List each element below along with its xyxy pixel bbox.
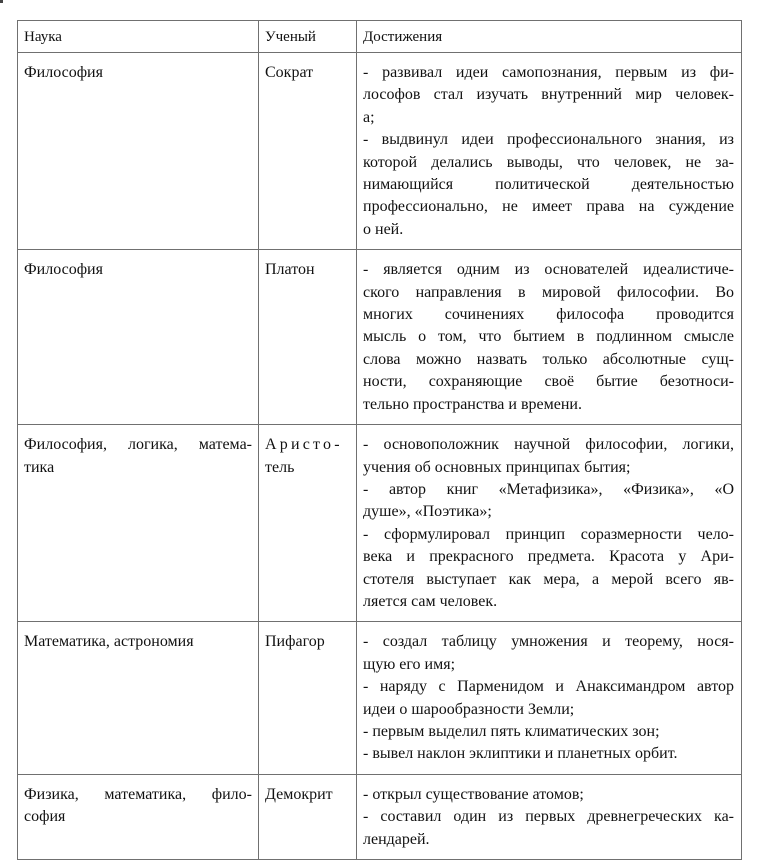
cell-line: тель (265, 458, 295, 476)
table-row (18, 425, 742, 622)
cell-science (18, 425, 259, 622)
cell-line: - автор книг «Метафизика», «Физика», «О (363, 480, 734, 498)
cell-line: многих сочинениях философа проводится (363, 306, 734, 324)
cell-science (18, 53, 259, 250)
cell-line: которой делались выводы, что человек, не за- (363, 153, 734, 171)
cell-line: тельно пространства и времени. (363, 395, 582, 413)
cell-line: душе», «Поэтика»; (363, 503, 492, 521)
cell-line: Философия (24, 261, 103, 279)
cell-science (18, 622, 259, 774)
cell-line: Аристо- (265, 436, 343, 454)
cell-line: лософов стал изучать внутренний мир человек- (363, 86, 734, 104)
header-scientist: Ученый (259, 21, 357, 53)
cell-line: века и прекрасного предмета. Красота у Ари- (363, 548, 734, 566)
cell-line: - открыл существование атомов; (363, 785, 584, 803)
cell-line: - является одним из основателей идеалистиче- (363, 261, 734, 279)
cell-achievements (357, 425, 742, 622)
cell-scientist (259, 622, 357, 774)
cell-scientist (259, 53, 357, 250)
table-header-row (18, 21, 742, 53)
cell-achievements (357, 250, 742, 425)
header-science: Наука (18, 21, 259, 53)
cell-line: - сформулировал принцип соразмерности чело- (363, 525, 734, 543)
table-row (18, 774, 742, 859)
cell-line: Пифагор (265, 633, 325, 651)
table-row (18, 250, 742, 425)
cell-line: Платон (265, 261, 315, 279)
cell-line: слова можно назвать только абсолютные сущ- (363, 350, 734, 368)
cell-line: Философия, логика, матема- (24, 436, 252, 454)
cell-science (18, 774, 259, 859)
cell-line: ности, сохраняющие своё бытие безотноси- (363, 373, 734, 391)
cell-line: Математика, астрономия (24, 633, 194, 651)
cell-line: тика (24, 458, 55, 476)
cell-line: стотеля выступает как мера, а мерой всего яв- (363, 570, 734, 588)
table-row (18, 622, 742, 774)
cell-line: щую его имя; (363, 655, 456, 673)
cell-line: Философия (24, 64, 103, 81)
cell-line: лендарей. (363, 830, 430, 848)
cell-line: нимающийся политической деятельностью (363, 176, 734, 194)
cell-line: - вывел наклон эклиптики и планетных орбит. (363, 745, 678, 763)
cell-line: софия (24, 808, 66, 826)
cell-line: о ней. (363, 220, 404, 238)
cell-line: мысль о том, что бытием в подлинном смысле (363, 328, 734, 346)
cell-line: - первым выделил пять климатических зон; (363, 722, 660, 740)
table-row (18, 53, 742, 250)
cell-achievements (357, 53, 742, 250)
cell-line: - составил один из первых древнегреческих ка- (363, 808, 734, 826)
cell-line: - основоположник научной философии, логики, (363, 436, 734, 454)
cell-achievements (357, 774, 742, 859)
page-corner-mark (0, 0, 3, 3)
cell-line: учения об основных принципах бытия; (363, 458, 631, 476)
cell-science (18, 250, 259, 425)
cell-scientist (259, 774, 357, 859)
cell-line: ского направления в мировой философии. Во (363, 283, 734, 301)
cell-line: идеи о шарообразности Земли; (363, 700, 575, 718)
cell-line: Физика, математика, фило- (24, 785, 252, 803)
header-achievements: Достижения (357, 21, 742, 53)
cell-line: - наряду с Парменидом и Анаксимандром автор (363, 678, 734, 696)
cell-line: ляется сам человек. (363, 592, 498, 610)
cell-line: а; (363, 108, 375, 126)
cell-line: - развивал идеи самопознания, первым из фи- (363, 64, 734, 81)
scientists-table (17, 20, 742, 860)
cell-achievements (357, 622, 742, 774)
cell-line: - создал таблицу умножения и теорему, нося- (363, 633, 734, 651)
cell-scientist (259, 250, 357, 425)
cell-line: Сократ (265, 64, 314, 81)
cell-scientist (259, 425, 357, 622)
cell-line: Демокрит (265, 785, 333, 803)
cell-line: - выдвинул идеи профессионального знания, из (363, 131, 734, 149)
cell-line: профессионально, не имеет права на суждение (363, 198, 734, 216)
